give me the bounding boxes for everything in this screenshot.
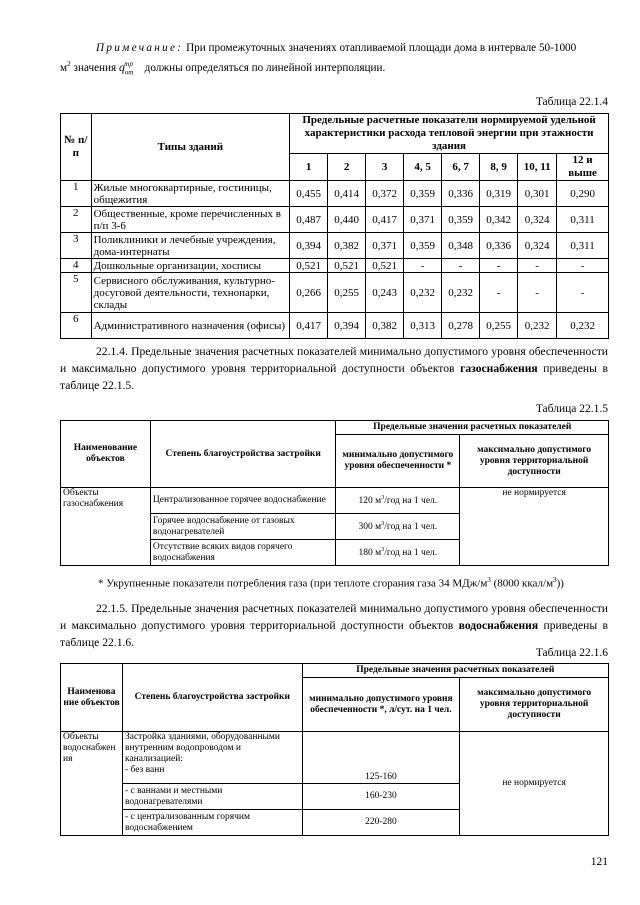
t3-max-value: не нормируется [460,732,609,836]
row-value: 0,266 [290,273,328,313]
row-value: 0,382 [366,313,404,339]
page-number: 121 [590,856,608,868]
row-num: 3 [61,233,92,259]
header-floor-6: 8, 9 [480,154,518,181]
note-unit: м [60,61,68,74]
t3-degree-1 [122,732,302,784]
paragraph-water [60,600,608,651]
header-floor-8: 12 и выше [557,154,609,181]
table-row [61,313,609,339]
footnote-sup1: 3 [487,576,491,584]
row-value: 0,342 [480,207,518,233]
t3-value-3: 220-280 [302,810,460,836]
row-building-type: Сервисного обслуживания, культурно-досуговой деятельности, технопарки, склады [91,273,290,313]
row-value: 0,336 [442,181,480,207]
header-floors-group: Предельные расчетные показатели нормируемой удельной характеристики расхода тепловой энергии при этажности здания [290,114,609,154]
t3-degree-2-text: - без ванн [124,765,165,775]
para1-end: приведены в таблице 22.1.5. [60,362,608,392]
t2-amount-3-sup: 3 [381,547,385,554]
header-floor-1: 1 [290,154,328,181]
table2-caption: Таблица 22.1.5 [535,403,608,415]
row-num: 1 [61,181,92,207]
t2-header-degree: Степень благоустройства застройки [150,421,336,488]
q-symbol [118,60,142,77]
row-value: 0,359 [442,207,480,233]
para2-text: 22.1.5. Предельные значения расчетных показателей минимально допустимого уровня обеспеченности и максимально допустимого уровня территориальной доступности объектов [60,602,608,632]
row-value: 0,311 [557,233,609,259]
t2-max-value: не нормируется [460,488,609,566]
t2-amount-1 [336,488,460,514]
table-row [61,259,609,273]
row-value: 0,243 [366,273,404,313]
row-num: 2 [61,207,92,233]
t2-degree-3: Отсутствие всяких видов горячего водоснабжения [150,540,336,566]
t2-amount-1-sup: 3 [381,495,385,502]
row-value: 0,311 [557,207,609,233]
t3-object: Объекты водоснабжен ия [61,732,123,836]
t2-amount-2 [336,514,460,540]
t2-amount-1-num: 120 м [358,496,382,507]
row-value: 0,487 [290,207,328,233]
gas-footnote [98,576,564,590]
row-value: 0,371 [366,233,404,259]
row-value: 0,359 [404,233,442,259]
row-value: 0,324 [518,233,557,259]
t3-header-min: минимально допустимого уровня обеспеченности *, л/сут. на 1 чел. [302,678,460,732]
footnote-sup2: 3 [553,576,557,584]
row-building-type: Общественные, кроме перечисленных в п/п 3-6 [91,207,290,233]
t3-value-2: 160-230 [302,784,460,810]
table1-caption: Таблица 22.1.4 [535,96,608,108]
footnote-part2: (8000 ккал/м [490,577,554,590]
t2-amount-2-num: 300 м [358,522,382,533]
row-value: 0,232 [404,273,442,313]
t2-object: Объекты газоснабжения [61,488,151,566]
row-value: 0,324 [518,207,557,233]
note-line1: При промежуточных значениях отапливаемой площади дома в интервале 50-1000 [183,42,577,54]
t2-degree-2: Горячее водоснабжение от газовых водонагревателей [150,514,336,540]
row-value: 0,521 [366,259,404,273]
para1-bold: газоснабжения [460,362,538,375]
row-value: 0,232 [557,313,609,339]
row-value: 0,232 [518,313,557,339]
table-row [61,233,609,259]
note-label: Примечание: [96,42,184,54]
row-value: - [557,259,609,273]
row-value: 0,319 [480,181,518,207]
row-value: - [557,273,609,313]
table-water-supply [60,663,609,836]
row-value: 0,372 [366,181,404,207]
note-line2-mid: значения [70,61,119,74]
t3-value-1: 125-160 [302,732,460,784]
t3-degree-1-text: Застройка зданиями, оборудованными внутренним водопроводом и канализацией: [124,732,281,764]
row-value: 0,359 [404,181,442,207]
row-value: 0,371 [404,207,442,233]
row-value: 0,255 [328,273,366,313]
row-value: 0,521 [290,259,328,273]
t2-degree-1: Централизованное горячее водоснабжение [150,488,336,514]
row-num: 4 [61,259,92,273]
t2-header-max: максимально допустимого уровня территориальной доступности [460,435,609,488]
note-unit-sup: 2 [67,60,71,69]
row-value: 0,455 [290,181,328,207]
note-line2-end: должны определяться по линейной интерполяции. [141,61,386,74]
row-value: 0,417 [290,313,328,339]
footnote-part1: * Укрупненные показатели потребления газа (при теплоте сгорания газа 34 МДж/м [98,577,488,590]
header-floor-5: 6, 7 [442,154,480,181]
row-value: 0,440 [328,207,366,233]
row-value: 0,394 [290,233,328,259]
table-row [61,181,609,207]
row-value: 0,348 [442,233,480,259]
row-num: 5 [61,273,92,313]
q-sup: тр [124,60,133,68]
row-value: - [442,259,480,273]
t3-degree-4: - с централизованным горячим водоснабжением [122,810,302,836]
para2-end: приведены в таблице 22.1.6. [60,619,608,649]
t2-amount-2-unit: /год на 1 чел. [384,522,438,533]
row-value: 0,301 [518,181,557,207]
header-floor-7: 10, 11 [518,154,557,181]
header-floor-2: 2 [328,154,366,181]
row-value: 0,278 [442,313,480,339]
row-value: 0,394 [328,313,366,339]
q-main: q [118,61,125,74]
row-building-type: Жилые многоквартирные, гостиницы, общежития [91,181,290,207]
row-building-type: Административного назначения (офисы) [91,313,290,339]
row-value: 0,382 [328,233,366,259]
row-building-type: Поликлиники и лечебные учреждения, дома-интернаты [91,233,290,259]
row-value: - [518,273,557,313]
row-value: 0,417 [366,207,404,233]
header-building-type: Типы зданий [91,114,290,181]
t3-degree-3: - с ваннами и местными водонагревателями [122,784,302,810]
row-building-type: Дошкольные организации, хосписы [91,259,290,273]
table-row [61,207,609,233]
header-floor-4: 4, 5 [404,154,442,181]
row-value: 0,290 [557,181,609,207]
header-num: № п/п [61,114,92,181]
footnote-part3: )) [556,577,564,590]
t2-header-name: Наименование объектов [61,421,151,488]
row-value: - [404,259,442,273]
table-row [61,273,609,313]
para2-bold: водоснабжения [458,619,539,632]
t2-amount-3 [336,540,460,566]
t2-header-min: минимально допустимого уровня обеспеченности * [336,435,460,488]
t2-amount-3-num: 180 м [358,548,382,559]
t2-header-group: Предельные значения расчетных показателей [336,421,609,435]
row-value: - [518,259,557,273]
t3-header-name: Наименова ние объектов [61,664,123,732]
t3-header-group: Предельные значения расчетных показателей [302,664,608,678]
row-value: 0,255 [480,313,518,339]
paragraph-gas [60,343,608,394]
row-value: - [480,259,518,273]
row-value: - [480,273,518,313]
row-value: 0,414 [328,181,366,207]
table3-caption: Таблица 22.1.6 [535,647,608,659]
row-num: 6 [61,313,92,339]
para1-text: 22.1.4. Предельные значения расчетных показателей минимально допустимого уровня обеспеченности и максимально допустимого уровня территориальной доступности объектов [60,345,608,375]
table-gas-supply [60,420,609,566]
q-sub: от [124,68,134,77]
t2-amount-1-unit: /год на 1 чел. [384,496,438,507]
t2-amount-2-sup: 3 [381,521,385,528]
t2-amount-3-unit: /год на 1 чел. [384,548,438,559]
table-heat-energy [60,113,609,339]
t3-header-max: максимально допустимого уровня территориальной доступности [460,678,609,732]
t3-header-degree: Степень благоустройства застройки [122,664,302,732]
header-floor-3: 3 [366,154,404,181]
row-value: 0,521 [328,259,366,273]
row-value: 0,313 [404,313,442,339]
row-value: 0,232 [442,273,480,313]
row-value: 0,336 [480,233,518,259]
interpolation-note [60,40,608,80]
